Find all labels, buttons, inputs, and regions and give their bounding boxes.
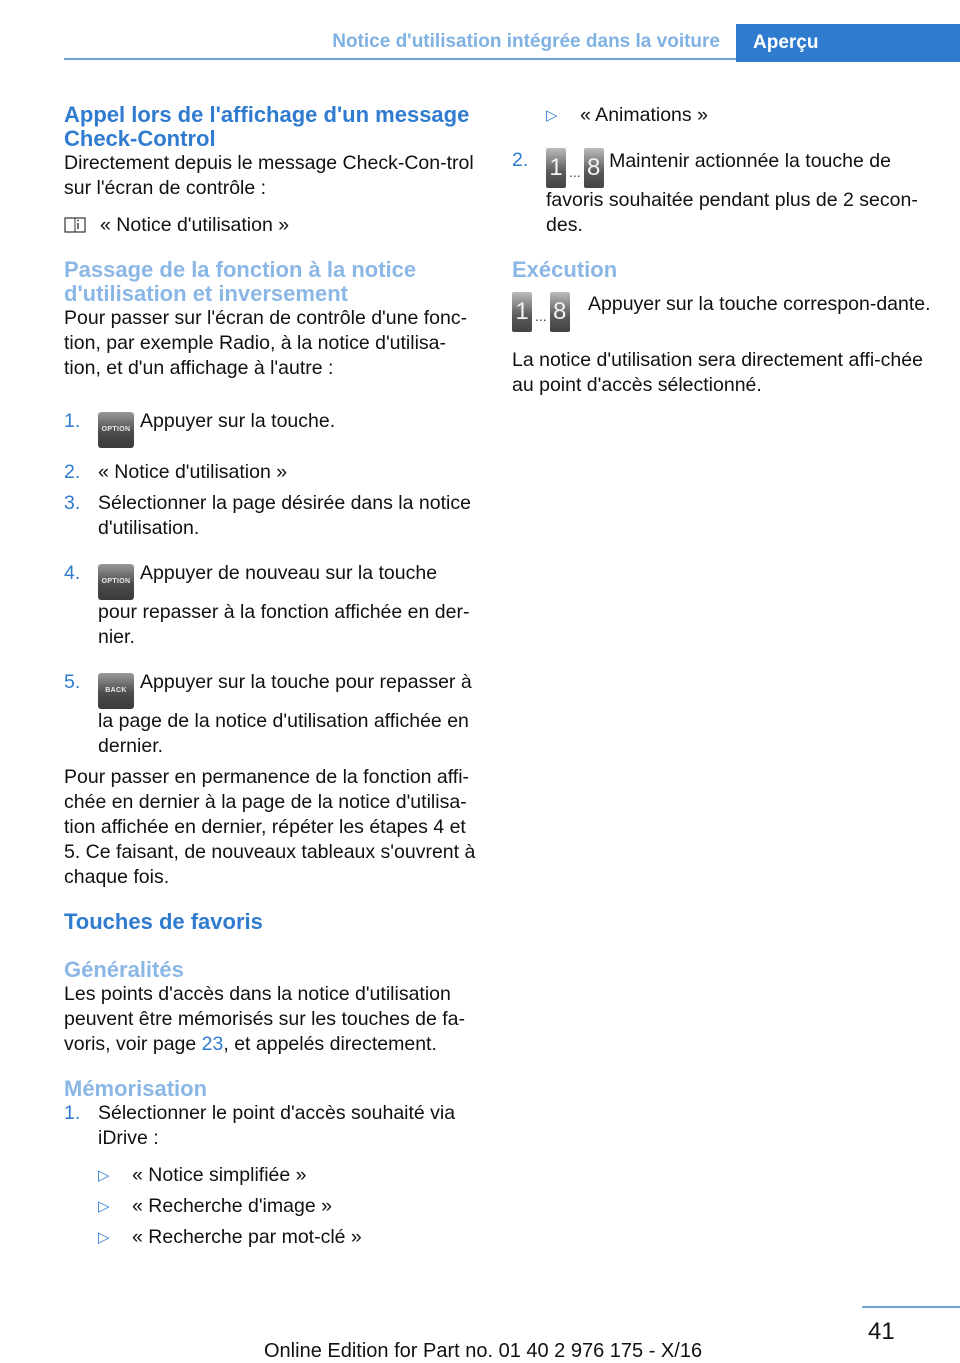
- step-number: 2.: [512, 149, 529, 171]
- bullet-text: « Recherche par mot-clé »: [132, 1226, 362, 1248]
- triangle-bullet-icon: ▷: [98, 1167, 110, 1184]
- step-4: [64, 561, 480, 650]
- favorite-keys-image: [512, 292, 570, 332]
- generalites-text: Les points d'accès dans la notice d'utilisation peuvent être mémorisés sur les touches de fa-voris, voir page: [64, 983, 466, 1055]
- paragraph-permanence: Pour passer en permanence de la fonction affi-chée en dernier à la page de la notice d'utilisa-tion affichée en dernier, répéter les étapes 4 et 5. Ce faisant, de nouveaux tableaux s'ouvrent à chaque fois.: [64, 766, 476, 888]
- step-number: 1.: [64, 410, 81, 432]
- favorite-key-8-icon: 8: [584, 148, 604, 188]
- execution-block: [512, 292, 932, 342]
- icon-line-text: « Notice d'utilisation »: [100, 214, 290, 236]
- step-text: Sélectionner la page désirée dans la notice d'utilisation.: [98, 492, 471, 539]
- heading-favoris: Touches de favoris: [64, 909, 263, 934]
- step-text: Appuyer sur la touche pour repasser à la page de la notice d'utilisation affichée en dernier.: [98, 671, 472, 757]
- heading-checkcontrol: Appel lors de l'affichage d'un message Check-Control: [64, 102, 470, 151]
- bullet-text: « Notice simplifiée »: [132, 1164, 307, 1186]
- paragraph-result: La notice d'utilisation sera directement affi-chée au point d'accès sélectionné.: [512, 349, 923, 396]
- option-button-icon: OPTION: [98, 564, 134, 600]
- bullet-item: [546, 103, 932, 128]
- step-text: Maintenir actionnée la touche de favoris souhaitée pendant plus de 2 secon-des.: [546, 150, 918, 236]
- bullet-item: [98, 1194, 480, 1219]
- bullet-text: « Recherche d'image »: [132, 1195, 332, 1217]
- triangle-bullet-icon: ▷: [98, 1198, 110, 1215]
- step-5: [64, 670, 480, 759]
- favorite-step-2: [512, 148, 932, 238]
- page-number: 41: [868, 1318, 895, 1345]
- book-icon: [64, 217, 86, 233]
- icon-line: [64, 213, 480, 238]
- heading-execution: Exécution: [512, 257, 618, 282]
- paragraph-checkcontrol: Directement depuis le message Check-Con-trol sur l'écran de contrôle :: [64, 152, 474, 199]
- paragraph-passage: Pour passer sur l'écran de contrôle d'une fonc-tion, par exemple Radio, à la notice d'utilisa-tion, et d'un affichage à l'autre :: [64, 307, 468, 379]
- favorite-key-1-icon: 1: [512, 292, 532, 332]
- step-text: Appuyer de nouveau sur la touche pour repasser à la fonction affichée en der-nier.: [98, 562, 470, 648]
- heading-memorisation: Mémorisation: [64, 1076, 208, 1101]
- bullet-item: [98, 1163, 480, 1188]
- footer-edition: Online Edition for Part no. 01 40 2 976 175 - X/16: [264, 1340, 703, 1362]
- triangle-bullet-icon: ▷: [546, 107, 558, 124]
- step-1: [64, 409, 480, 448]
- generalites-text-end: , et appelés directement.: [223, 1033, 437, 1055]
- header-title: Notice d'utilisation intégrée dans la voiture: [332, 31, 720, 52]
- footer-rule: [862, 1306, 960, 1308]
- step-number: 3.: [64, 492, 81, 514]
- step-2: [64, 460, 480, 485]
- bullet-text: « Animations »: [580, 104, 708, 126]
- bullet-item: [98, 1225, 480, 1250]
- favorite-key-1-icon: 1: [546, 148, 566, 188]
- paragraph-generalites: [64, 982, 480, 1057]
- heading-generalites: Généralités: [64, 957, 184, 982]
- heading-passage: Passage de la fonction à la notice d'utilisation et inversement: [64, 257, 417, 306]
- memorisation-step-1: [64, 1101, 480, 1151]
- step-number: 2.: [64, 461, 81, 483]
- step-number: 5.: [64, 671, 81, 693]
- step-text: Appuyer sur la touche.: [140, 410, 336, 432]
- page-header: [64, 24, 960, 60]
- execution-text: Appuyer sur la touche correspon-dante.: [588, 293, 931, 315]
- ellipsis: ...: [569, 164, 581, 180]
- triangle-bullet-icon: ▷: [98, 1229, 110, 1246]
- ellipsis: ...: [535, 308, 547, 324]
- option-button-icon: OPTION: [98, 412, 134, 448]
- step-text: « Notice d'utilisation »: [98, 461, 288, 483]
- step-number: 4.: [64, 562, 81, 584]
- step-text: Sélectionner le point d'accès souhaité via iDrive :: [98, 1102, 456, 1149]
- left-column: [64, 103, 480, 1250]
- right-column: [512, 103, 932, 398]
- step-number: 1.: [64, 1102, 81, 1124]
- back-button-icon: BACK: [98, 673, 134, 709]
- step-3: [64, 491, 480, 541]
- header-tab[interactable]: Aperçu: [736, 24, 960, 62]
- page-link[interactable]: 23: [201, 1033, 224, 1055]
- favorite-key-8-icon: 8: [550, 292, 570, 332]
